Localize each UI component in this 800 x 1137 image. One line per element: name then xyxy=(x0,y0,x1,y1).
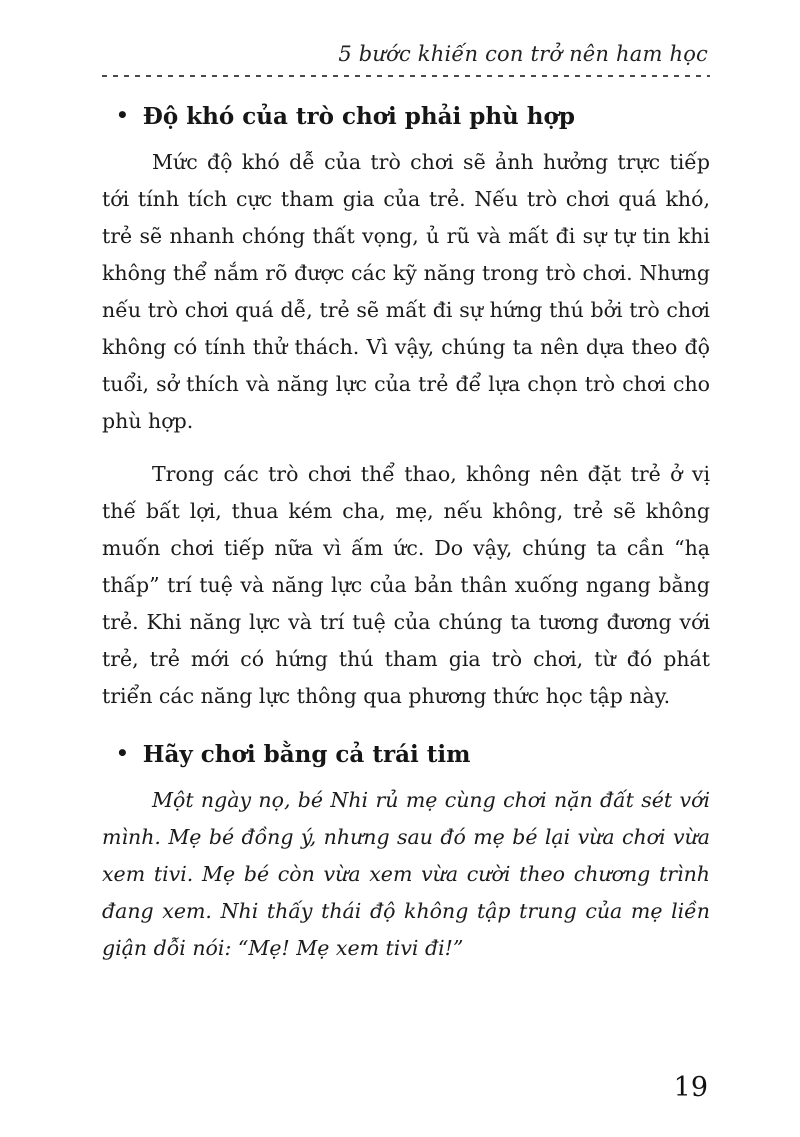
section-heading-text: Độ khó của trò chơi phải phù hợp xyxy=(142,103,575,130)
paragraph-difficulty-1: Mức độ khó dễ của trò chơi sẽ ảnh hưởng trực tiếp tới tính tích cực tham gia của trẻ. Nếu trò chơi quá khó, trẻ sẽ nhanh chóng thất vọng, ủ rũ và mất đi sự tự tin khi không thể nắm rõ được các kỹ năng trong trò chơi. Nhưng nếu trò chơi quá dễ, trẻ sẽ mất đi sự hứng thú bởi trò chơi không có tính thử thách. Vì vậy, chúng ta nên dựa theo độ tuổi, sở thích và năng lực của trẻ để lựa chọn trò chơi cho phù hợp. xyxy=(102,150,710,433)
page-header xyxy=(102,42,710,77)
section-heading-text: Hãy chơi bằng cả trái tim xyxy=(142,741,471,768)
running-title: 5 bước khiến con trở nên ham học xyxy=(338,42,708,66)
page-content xyxy=(102,103,710,967)
paragraph-difficulty-2: Trong các trò chơi thể thao, không nên đặt trẻ ở vị thế bất lợi, thua kém cha, mẹ, nếu không, trẻ sẽ không muốn chơi tiếp nữa vì ấm ức. Do vậy, chúng ta cần “hạ thấp” trí tuệ và năng lực của bản thân xuống ngang bằng trẻ. Khi năng lực và trí tuệ của chúng ta tương đương với trẻ, trẻ mới có hứng thú tham gia trò chơi, từ đó phát triển các năng lực thông qua phương thức học tập này. xyxy=(102,462,710,708)
header-divider xyxy=(102,75,710,77)
bullet-icon: • xyxy=(116,741,129,765)
bullet-icon: • xyxy=(116,103,129,127)
page-number: 19 xyxy=(673,1072,708,1103)
section-heading-game-difficulty xyxy=(116,103,710,130)
section-heading-play-wholeheartedly xyxy=(116,741,710,768)
paragraph-story-nhi: Một ngày nọ, bé Nhi rủ mẹ cùng chơi nặn đất sét với mình. Mẹ bé đồng ý, nhưng sau đó mẹ bé lại vừa chơi vừa xem tivi. Mẹ bé còn vừa xem vừa cười theo chương trình đang xem. Nhi thấy thái độ không tập trung của mẹ liền giận dỗi nói: “Mẹ! Mẹ xem tivi đi!” xyxy=(102,788,710,960)
